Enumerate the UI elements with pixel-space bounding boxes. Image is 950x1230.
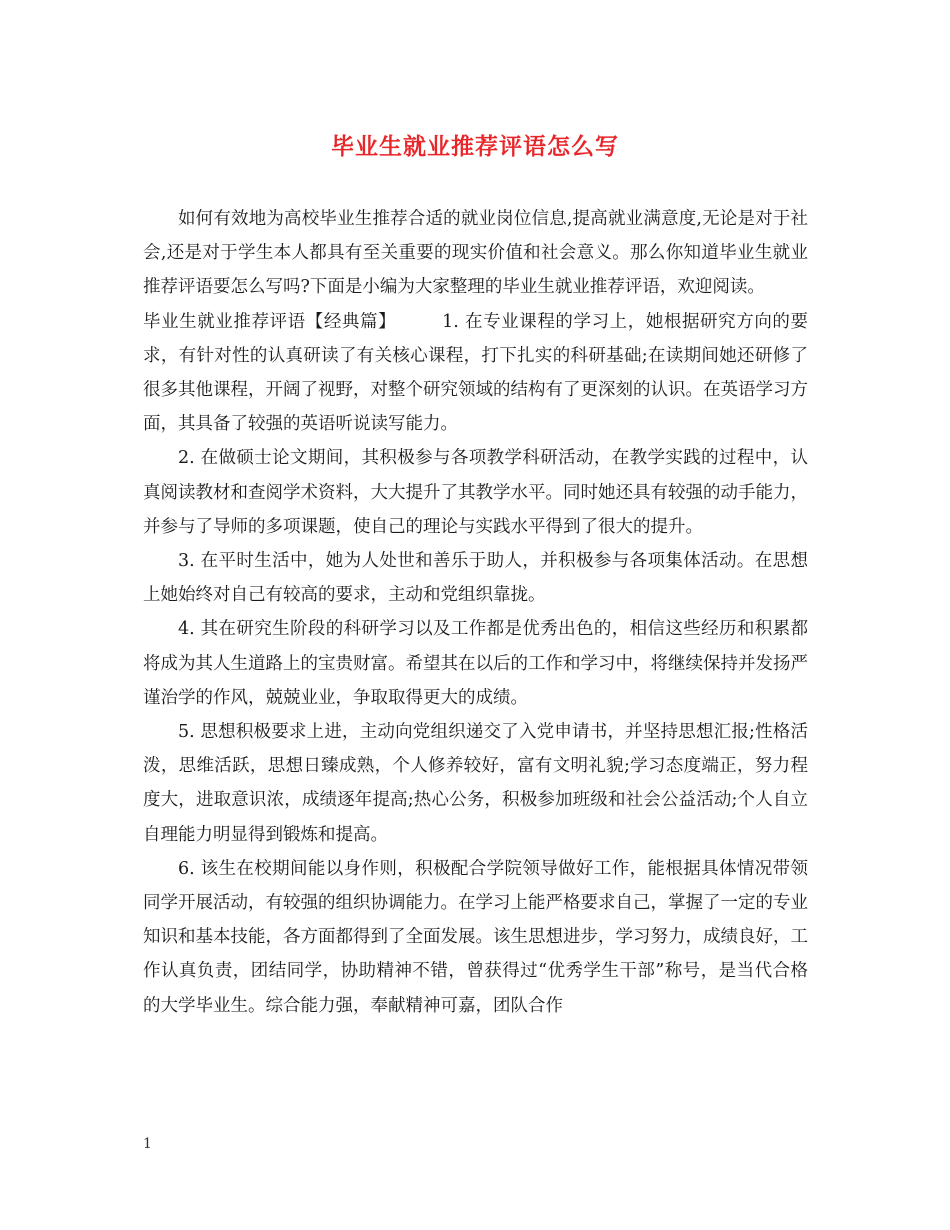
item-2: 2. 在做硕士论文期间，其积极参与各项教学科研活动，在教学实践的过程中，认真阅读教材和查阅学术资料，大大提升了其教学水平。同时她还具有较强的动手能力，并参与了导师的多项课题，使自己的理论与实践水平得到了很大的提升。 <box>143 448 808 537</box>
item-1: 1. 在专业课程的学习上，她根据研究方向的要求，有针对性的认真研读了有关核心课程，打下扎实的科研基础;在读期间她还研修了很多其他课程，开阔了视野，对整个研究领域的结构有了更深刻的认识。在英语学习方面，其具备了较强的英语听说读写能力。 <box>143 311 809 435</box>
intro-paragraph: 如何有效地为高校毕业生推荐合适的就业岗位信息,提高就业满意度,无论是对于社会,还是对于学生本人都具有至关重要的现实价值和社会意义。那么你知道毕业生就业推荐评语要怎么写吗?下面是小编为大家整理的毕业生就业推荐评语，欢迎阅读。 <box>143 209 808 298</box>
item-3: 3. 在平时生活中，她为人处世和善乐于助人，并积极参与各项集体活动。在思想上她始终对自己有较高的要求，主动和党组织靠拢。 <box>143 551 808 606</box>
item-4: 4. 其在研究生阶段的科研学习以及工作都是优秀出色的，相信这些经历和积累都将成为其人生道路上的宝贵财富。希望其在以后的工作和学习中，将继续保持并发扬严谨治学的作风，兢兢业业，争取取得更大的成绩。 <box>143 619 808 708</box>
section-heading: 毕业生就业推荐评语【经典篇】 <box>143 311 397 332</box>
document-title: 毕业生就业推荐评语怎么写 <box>331 133 619 160</box>
item-5: 5. 思想积极要求上进，主动向党组织递交了入党申请书，并坚持思想汇报;性格活泼，思维活跃，思想日臻成熟，个人修养较好，富有文明礼貌;学习态度端正，努力程度大，进取意识浓，成绩逐年提高;热心公务，积极参加班级和社会公益活动;个人自立自理能力明显得到锻炼和提高。 <box>143 722 808 845</box>
section-paragraph-1 <box>143 305 808 442</box>
item-6: 6. 该生在校期间能以身作则，积极配合学院领导做好工作，能根据具体情况带领同学开展活动，有较强的组织协调能力。在学习上能严格要求自己，掌握了一定的专业知识和基本技能，各方面都得到了全面发展。该生思想进步，学习努力，成绩良好，工作认真负责，团结同学，协助精神不错，曾获得过“优秀学生干部”称号，是当代合格的大学毕业生。综合能力强，奉献精神可嘉，团队合作 <box>143 858 808 1016</box>
page-number: 1 <box>143 1136 152 1152</box>
document-body <box>143 202 808 1023</box>
